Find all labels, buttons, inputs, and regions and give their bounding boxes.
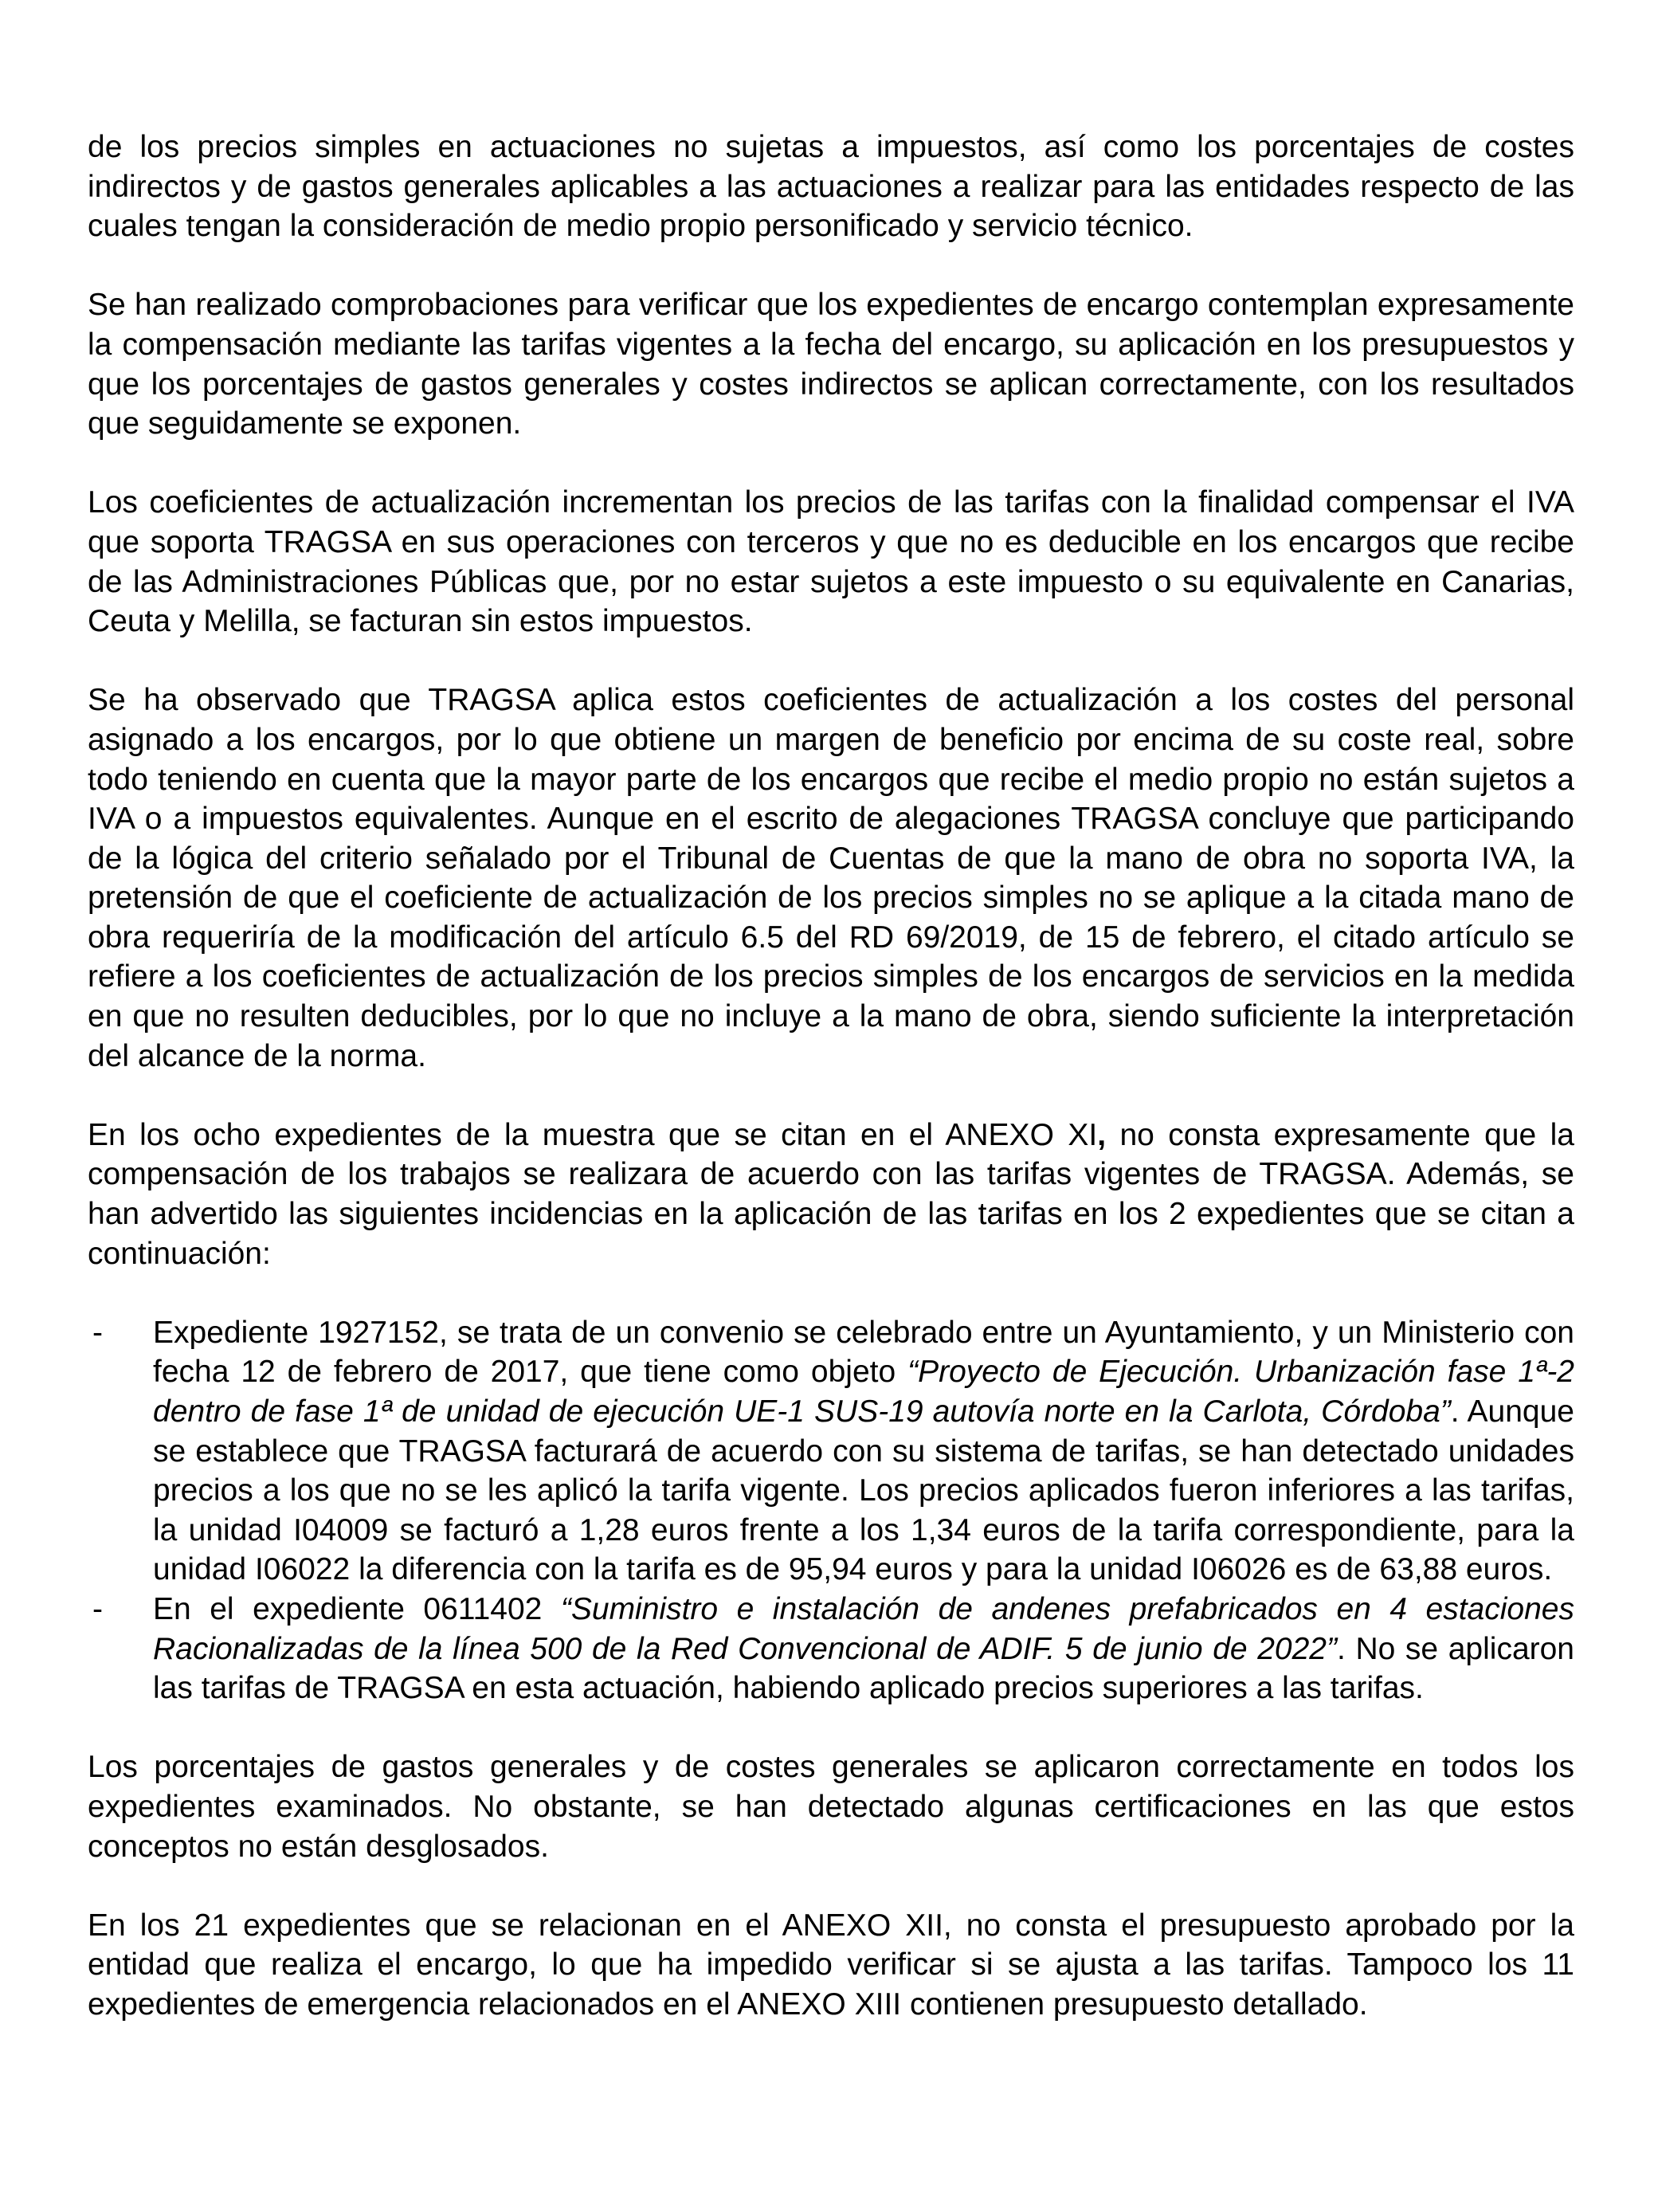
list-item-italic: “Proyecto de Ejecución. Urbanización fase 1ª-2 dentro de fase 1ª de unidad de ejecución UE-1 SUS-19 autovía norte en la Carlota, Córdoba”	[153, 1355, 1574, 1429]
list-item	[88, 1313, 1574, 1590]
incidents-list	[88, 1313, 1574, 1708]
list-item-text: . No se aplicaron las tarifas de TRAGSA en esta actuación, habiendo aplicado precios superiores a las tarifas.	[153, 1631, 1574, 1706]
paragraph-2: Se han realizado comprobaciones para verificar que los expedientes de encargo contemplan expresamente la compensación mediante las tarifas vigentes a la fecha del encargo, su aplicación en los presupuestos y que los porcentajes de gastos generales y costes indirectos se aplican correctamente, con los resultados que seguidamente se exponen.	[88, 288, 1574, 441]
paragraph-5-text-b: no consta expresamente que la compensación de los trabajos se realizara de acuerdo con las tarifas vigentes de TRAGSA. Además, se han advertido las siguientes incidencias en la aplicación de las tarifas en los 2 expedientes que se citan a continuación:	[88, 1117, 1574, 1271]
paragraph-3: Los coeficientes de actualización incrementan los precios de las tarifas con la finalidad compensar el IVA que soporta TRAGSA en sus operaciones con terceros y que no es deducible en los encargos que recibe de las Administraciones Públicas que, por no estar sujetos a este impuesto o su equivalente en Canarias, Ceuta y Melilla, se facturan sin estos impuestos.	[88, 485, 1574, 639]
list-item-italic: “Suministro e instalación de andenes prefabricados en 4 estaciones Racionalizadas de la línea 500 de la Red Convencional de ADIF. 5 de junio de 2022”	[153, 1591, 1574, 1666]
list-item-text: . Aunque se establece que TRAGSA facturará de acuerdo con su sistema de tarifas, se han detectado unidades precios a los que no se les aplicó la tarifa vigente. Los precios aplicados fueron inferiores a las tarifas, la unidad I04009 se facturó a 1,28 euros frente a los 1,34 euros de la tarifa correspondiente, para la unidad I06022 la diferencia con la tarifa es de 95,94 euros y para la unidad I06026 es de 63,88 euros.	[153, 1394, 1574, 1587]
paragraph-7: Los porcentajes de gastos generales y de costes generales se aplicaron correctamente en todos los expedientes examinados. No obstante, se han detectado algunas certificaciones en las que estos conceptos no están desglosados.	[88, 1750, 1574, 1864]
paragraph-1: de los precios simples en actuaciones no sujetas a impuestos, así como los porcentajes de costes indirectos y de gastos generales aplicables a las actuaciones a realizar para las entidades respecto de las cuales tengan la consideración de medio propio personificado y servicio técnico.	[88, 130, 1574, 244]
list-item	[88, 1590, 1574, 1708]
paragraph-8: En los 21 expedientes que se relacionan en el ANEXO XII, no consta el presupuesto aprobado por la entidad que realiza el encargo, lo que ha impedido verificar si se ajusta a las tarifas. Tampoco los 11 expedientes de emergencia relacionados en el ANEXO XIII contienen presupuesto detallado.	[88, 1908, 1574, 2022]
dash-bullet: -	[92, 1315, 103, 1350]
list-item-text: Expediente 1927152, se trata de un convenio se celebrado entre un Ayuntamiento, y un Ministerio con fecha 12 de febrero de 2017, que tiene como objeto	[153, 1315, 1574, 1390]
list-item-text: En el expediente 0611402	[153, 1591, 561, 1626]
paragraph-5-text-a: En los ocho expedientes de la muestra que se citan en el ANEXO XI	[88, 1117, 1098, 1152]
document-page	[88, 127, 1574, 2064]
paragraph-5-comma: ,	[1097, 1117, 1107, 1152]
paragraph-5	[88, 1116, 1574, 1273]
paragraph-4: Se ha observado que TRAGSA aplica estos coeficientes de actualización a los costes del personal asignado a los encargos, por lo que obtiene un margen de beneficio por encima de su coste real, sobre todo teniendo en cuenta que la mayor parte de los encargos que recibe el medio propio no están sujetos a IVA o a impuestos equivalentes. Aunque en el escrito de alegaciones TRAGSA concluye que participando de la lógica del criterio señalado por el Tribunal de Cuentas de que la mano de obra no soporta IVA, la pretensión de que el coeficiente de actualización de los precios simples no se aplique a la citada mano de obra requeriría de la modificación del artículo 6.5 del RD 69/2019, de 15 de febrero, el citado artículo se refiere a los coeficientes de actualización de los precios simples de los encargos de servicios en la medida en que no resulten deducibles, por lo que no incluye a la mano de obra, siendo suficiente la interpretación del alcance de la norma.	[88, 683, 1574, 1073]
dash-bullet: -	[92, 1591, 103, 1626]
